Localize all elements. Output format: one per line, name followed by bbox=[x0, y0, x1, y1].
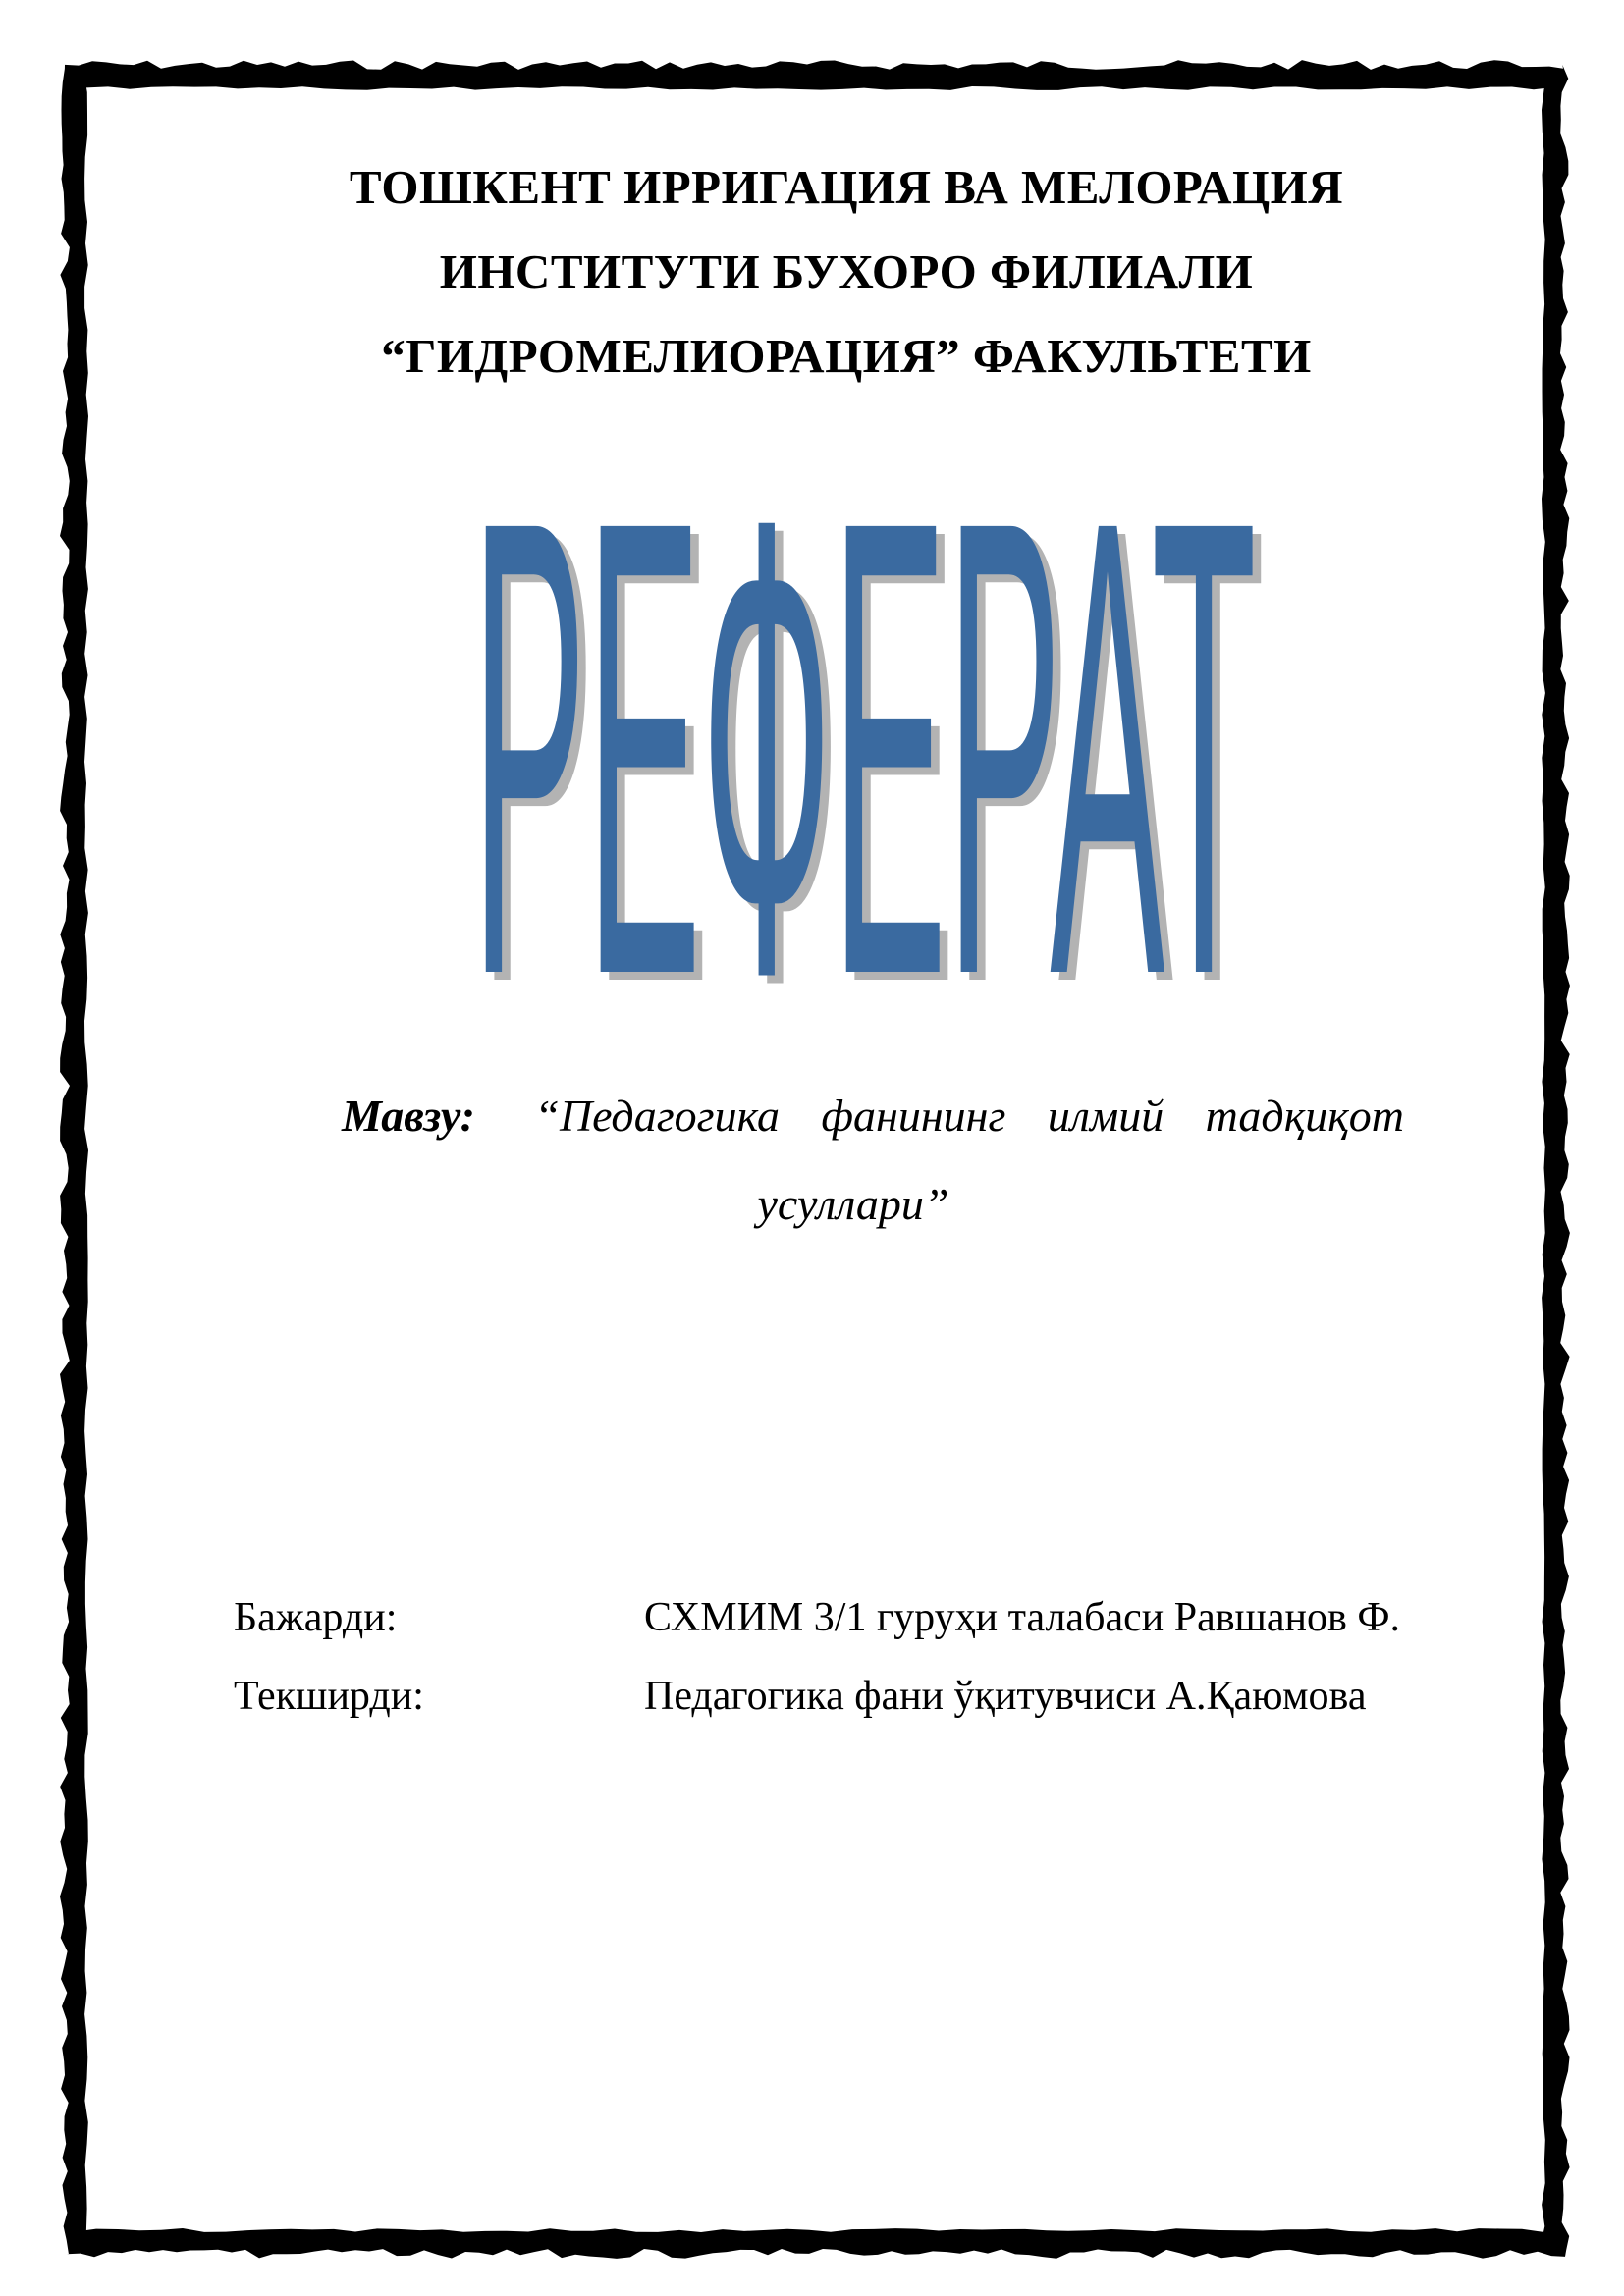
topic-word: илмий bbox=[1047, 1091, 1164, 1141]
institution-header bbox=[0, 145, 1624, 399]
info-row-checked-by bbox=[234, 1657, 1400, 1735]
author-info bbox=[234, 1578, 1400, 1735]
topic-word: “Педагогика bbox=[534, 1091, 780, 1141]
info-label: Бажарди: bbox=[234, 1595, 398, 1640]
title-main-text: РЕФЕРАТ bbox=[471, 385, 1257, 1110]
info-label: Текширди: bbox=[234, 1674, 424, 1719]
info-value: СХМИМ 3/1 гуруҳи талабаси Равшанов Ф. bbox=[644, 1595, 1401, 1640]
topic-line-1 bbox=[342, 1072, 1404, 1160]
topic-line-2: усуллари” bbox=[757, 1179, 949, 1229]
topic-label: Мавзу: bbox=[342, 1091, 475, 1141]
header-line-2: ИНСТИТУТИ БУХОРО ФИЛИАЛИ bbox=[439, 244, 1254, 298]
header-line-3: “ГИДРОМЕЛИОРАЦИЯ” ФАКУЛЬТЕТИ bbox=[381, 329, 1312, 383]
topic-block bbox=[342, 1072, 1404, 1249]
topic-word: фанининг bbox=[821, 1091, 1006, 1141]
info-row-performed-by bbox=[234, 1578, 1400, 1657]
topic-word: тадқиқот bbox=[1205, 1091, 1404, 1141]
info-value: Педагогика фани ўқитувчиси А.Қаюмова bbox=[644, 1674, 1367, 1719]
header-line-1: ТОШКЕНТ ИРРИГАЦИЯ ВА МЕЛОРАЦИЯ bbox=[349, 160, 1344, 214]
title-shadow-text: РЕФЕРАТ bbox=[480, 393, 1266, 1118]
